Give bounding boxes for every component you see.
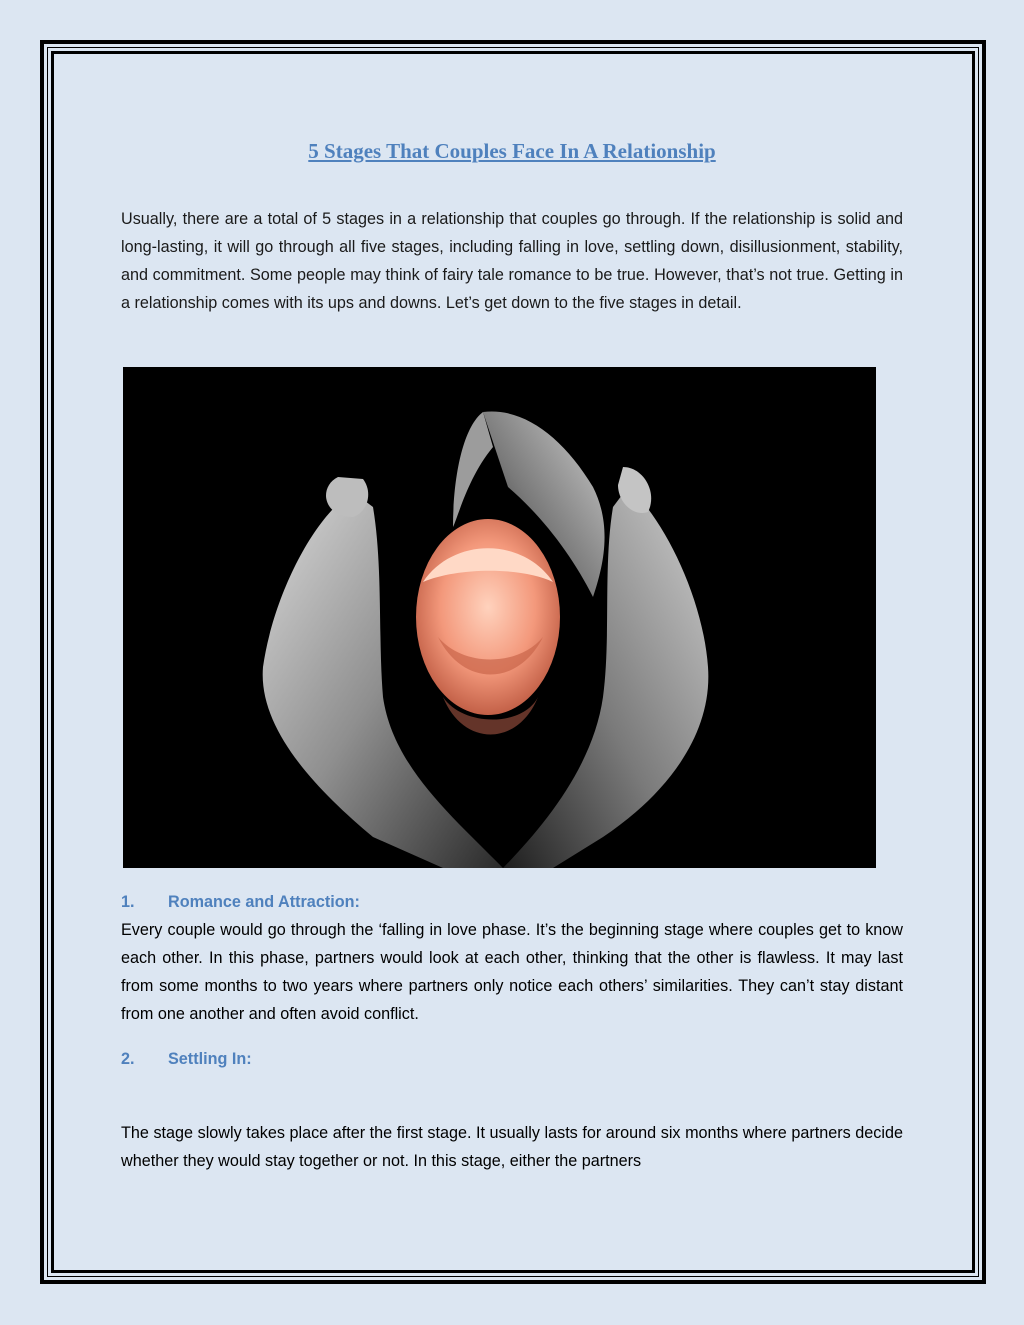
document-title: 5 Stages That Couples Face In A Relationship — [308, 139, 716, 163]
section-settling-heading — [121, 1045, 903, 1073]
rose-in-hands-photo — [123, 367, 876, 868]
section-number: 2. — [121, 1050, 135, 1068]
section-number: 1. — [121, 893, 135, 911]
section-title: Settling In: — [168, 1050, 252, 1068]
section-heading — [121, 1045, 903, 1073]
rose-in-hands-illustration — [123, 367, 876, 868]
section-settling-body — [121, 1119, 903, 1175]
section-body: Every couple would go through the ‘falling in love phase. It’s the beginning stage where couples get to know each other. In this phase, partners would look at each other, thinking that the other is flawless. It may last from some months to two years where partners only notice each others’ similarities. They can’t stay distant from one another and often avoid conflict. — [121, 921, 903, 1023]
section-romance — [121, 888, 903, 1028]
section-body: The stage slowly takes place after the first stage. It usually lasts for around six months where partners decide whether they would stay together or not. In this stage, either the partners — [121, 1124, 903, 1170]
section-title: Romance and Attraction: — [168, 893, 360, 911]
intro-paragraph: Usually, there are a total of 5 stages in a relationship that couples go through. If the relationship is solid and long-lasting, it will go through all five stages, including falling in love, settling down, disillusionment, stability, and commitment. Some people may think of fairy tale romance to be true. However, that’s not true. Getting in a relationship comes with its ups and downs. Let’s get down to the five stages in detail. — [121, 210, 903, 312]
section-heading — [121, 888, 903, 916]
document-body — [121, 130, 903, 317]
